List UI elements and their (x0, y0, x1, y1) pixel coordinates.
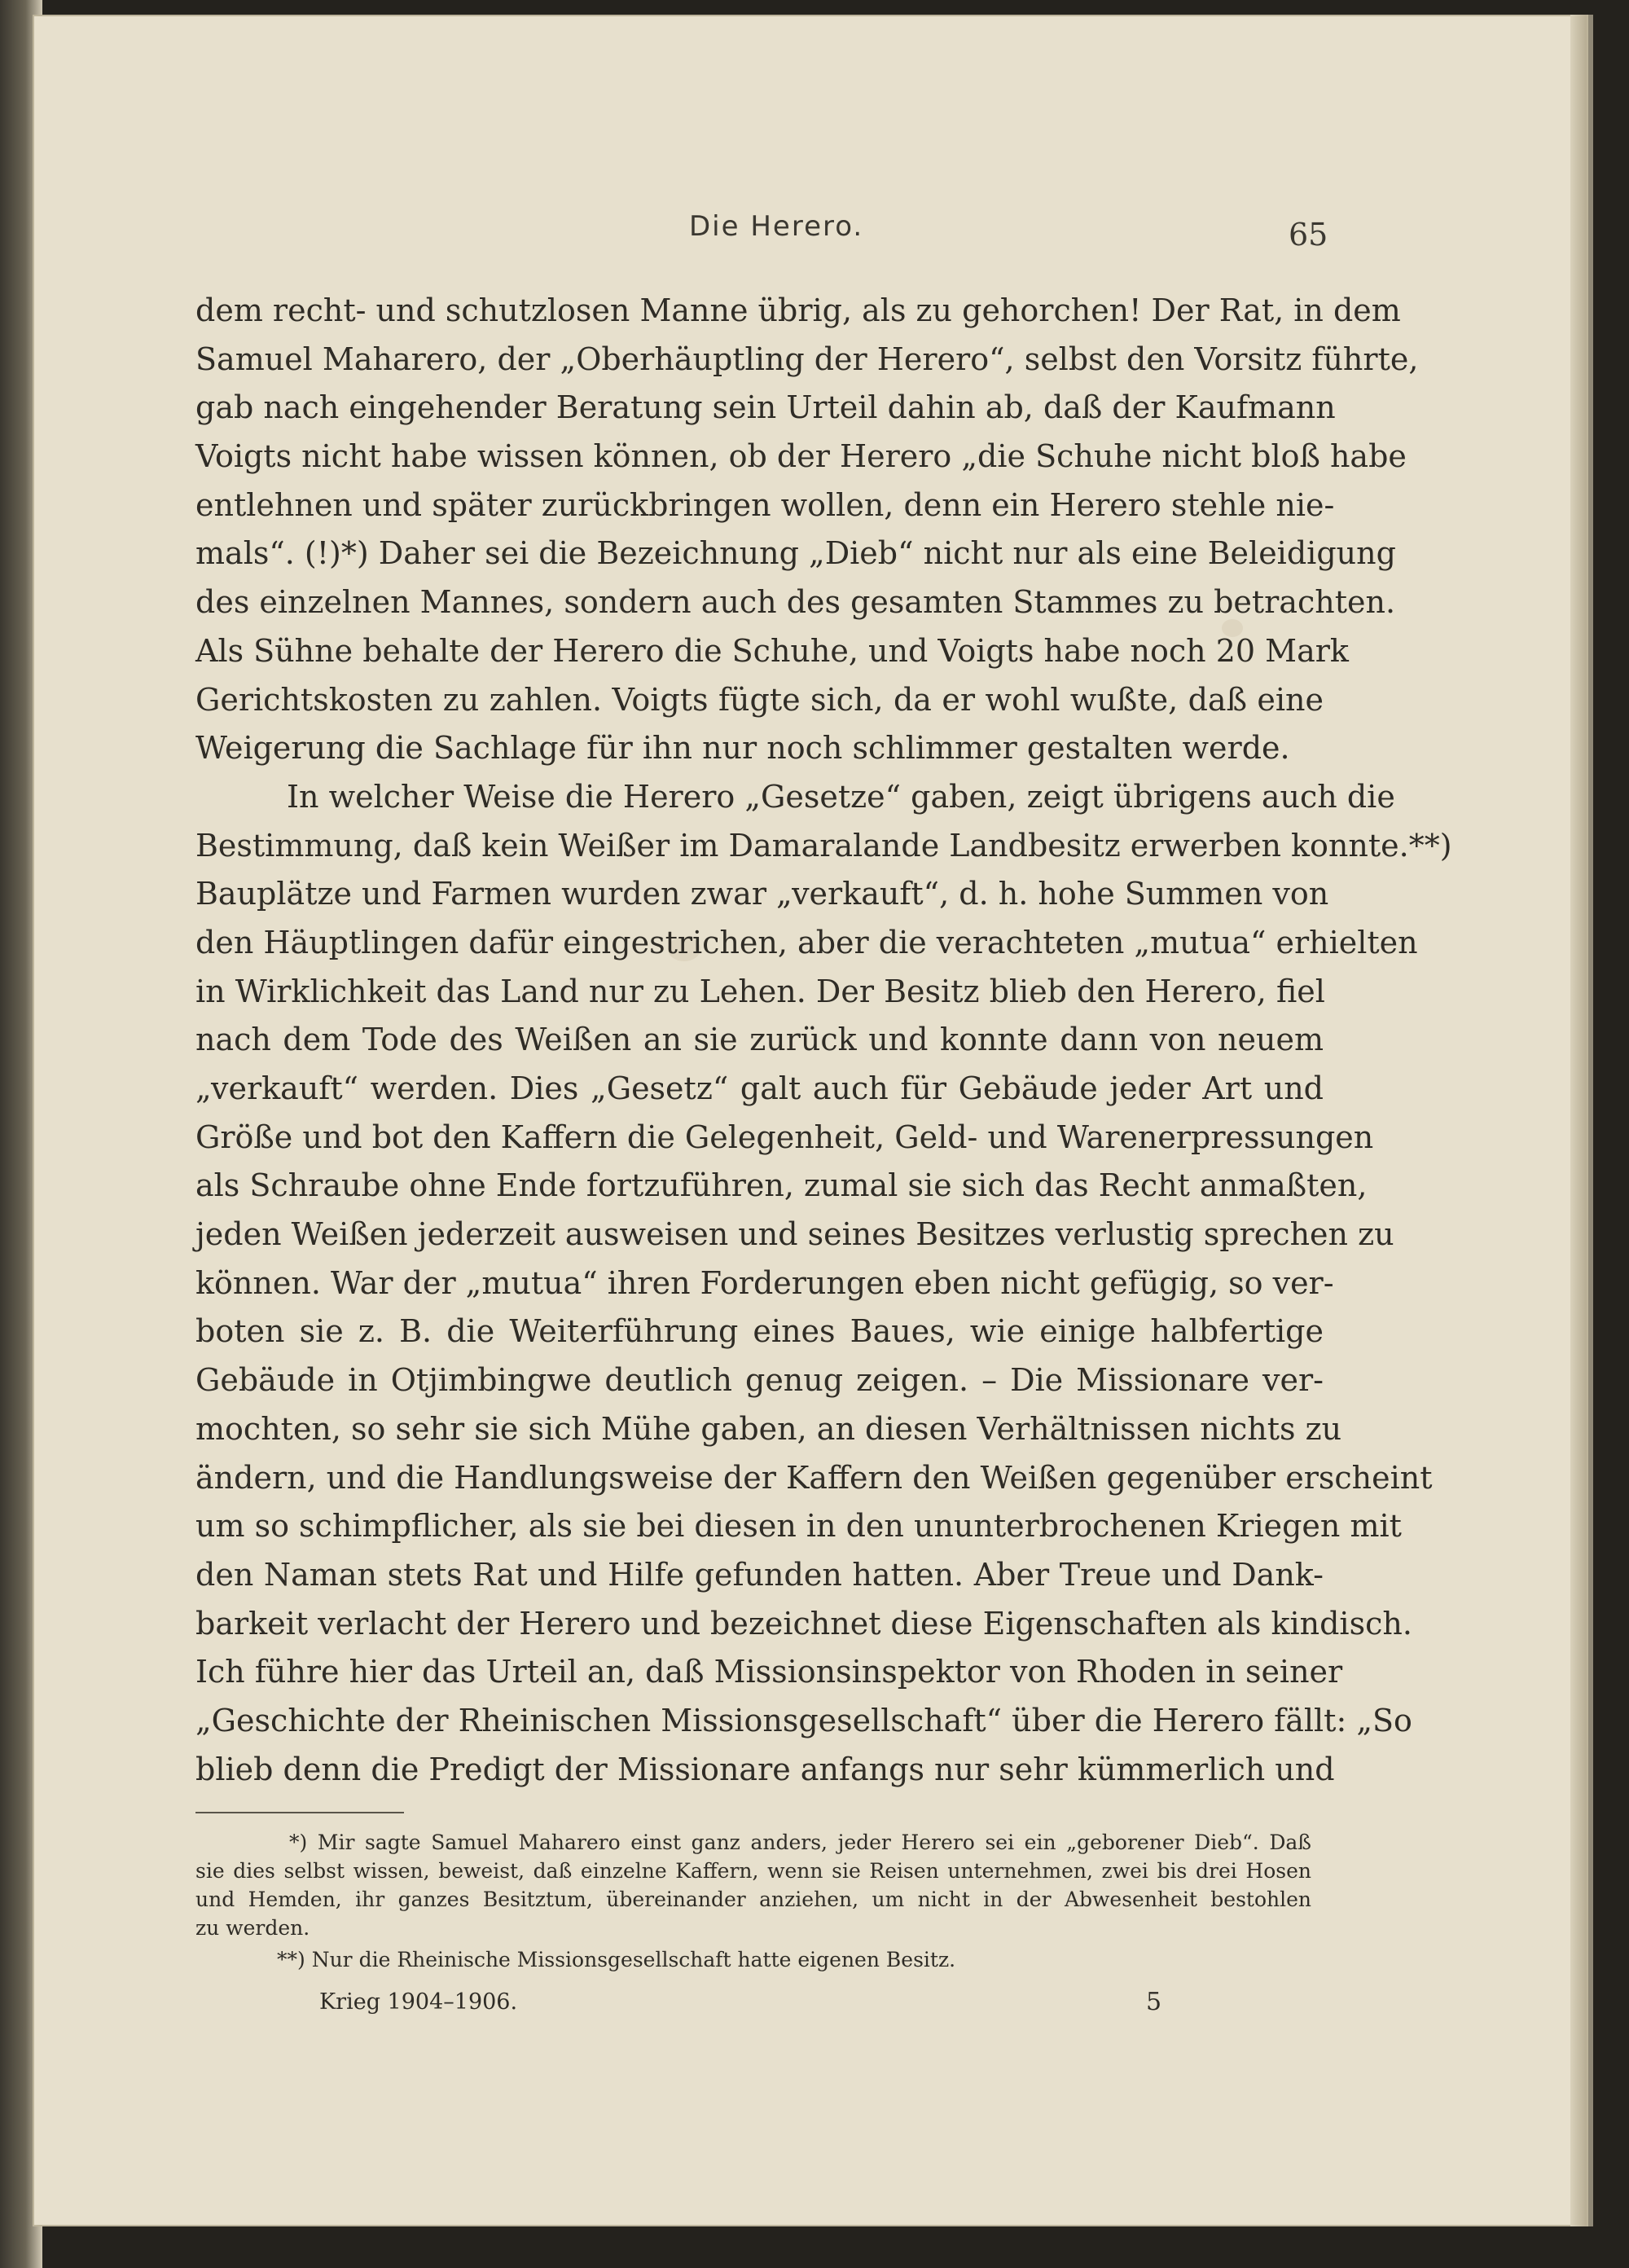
text-line: barkeit verlacht der Herero und bezeichnet diese Eigenschaften als kindisch. (195, 1605, 1412, 1642)
text-line: Ich führe hier das Urteil an, daß Missionsinspektor von Rhoden in seiner (195, 1654, 1343, 1690)
footnotes (195, 1828, 1311, 1974)
text-line: mochten, so sehr sie sich Mühe gaben, an diesen Verhältnissen nichts zu (195, 1410, 1342, 1447)
text-line: Größe und bot den Kaffern die Gelegenheit, Geld- und Warenerpressungen (195, 1119, 1374, 1155)
text-line: jeden Weißen jederzeit ausweisen und seines Besitzes verlustig sprechen zu (195, 1216, 1394, 1253)
page-number: 65 (1289, 217, 1328, 253)
running-title: Die Herero. (689, 210, 864, 243)
text-line: Bestimmung, daß kein Weißer im Damaralande Landbesitz erwerben konnte.**) (195, 827, 1452, 864)
text-line: „Geschichte der Rheinischen Missionsgesellschaft“ über die Herero fällt: „So (195, 1702, 1412, 1738)
footnote-line: *) Mir sagte Samuel Maharero einst ganz anders, jeder Herero sei ein „geborener Dieb“. Daß (289, 1831, 1311, 1854)
text-line: den Naman stets Rat und Hilfe gefunden hatten. Aber Treue und Dank- (195, 1556, 1324, 1593)
printer-signature: Krieg 1904–1906. (319, 1989, 518, 2015)
text-line: blieb denn die Predigt der Missionare anfangs nur sehr kümmerlich und (195, 1751, 1335, 1787)
text-line: Weigerung die Sachlage für ihn nur noch schlimmer gestalten werde. (195, 730, 1290, 767)
text-line: um so schimpflicher, als sie bei diesen in den ununterbrochenen Kriegen mit (195, 1508, 1402, 1545)
text-line: Samuel Maharero, der „Oberhäuptling der Herero“, selbst den Vorsitz führte, (195, 341, 1419, 377)
page-right-edge (1570, 15, 1587, 2226)
text-line: Bauplätze und Farmen wurden zwar „verkauft“, d. h. hohe Summen von (195, 876, 1329, 912)
text-line: Voigts nicht habe wissen können, ob der Herero „die Schuhe nicht bloß habe (195, 438, 1407, 475)
text-line: nach dem Tode des Weißen an sie zurück und konnte dann von neuem (195, 1022, 1324, 1058)
text-line: Als Sühne behalte der Herero die Schuhe, und Voigts habe noch 20 Mark (195, 632, 1349, 669)
footnote-line: sie dies selbst wissen, beweist, daß einzelne Kaffern, wenn sie Reisen unternehmen, zwei bis drei Hosen (195, 1859, 1311, 1883)
footnote-line: und Hemden, ihr ganzes Besitztum, übereinander anziehen, um nicht in der Abwesenheit bestohlen (195, 1888, 1311, 1911)
text-line: ändern, und die Handlungsweise der Kaffern den Weißen gegenüber erscheint (195, 1459, 1433, 1496)
text-line: dem recht- und schutzlosen Manne übrig, als zu gehorchen! Der Rat, in dem (195, 292, 1401, 328)
text-line: Gerichtskosten zu zahlen. Voigts fügte sich, da er wohl wußte, daß eine (195, 681, 1324, 718)
footnote-divider (195, 1812, 404, 1813)
footnote-line: zu werden. (195, 1916, 310, 1940)
text-line: boten sie z. B. die Weiterführung eines Baues, wie einige halbfertige (195, 1313, 1324, 1350)
text-line: können. War der „mutua“ ihren Forderungen eben nicht gefügig, so ver- (195, 1264, 1334, 1301)
text-line: in Wirklichkeit das Land nur zu Lehen. Der Besitz blieb den Herero, fiel (195, 973, 1325, 1009)
text-line: des einzelnen Mannes, sondern auch des gesamten Stammes zu betrachten. (195, 584, 1396, 621)
body-text (195, 287, 1452, 1794)
text-line: „verkauft“ werden. Dies „Gesetz“ galt auch für Gebäude jeder Art und (195, 1070, 1324, 1106)
text-line: als Schraube ohne Ende fortzuführen, zumal sie sich das Recht anmaßten, (195, 1167, 1368, 1204)
text-line: mals“. (!)*) Daher sei die Bezeichnung „Dieb“ nicht nur als eine Beleidigung (195, 535, 1396, 572)
text-line: Gebäude in Otjimbingwe deutlich genug zeigen. – Die Missionare ver- (195, 1362, 1324, 1399)
text-line: gab nach eingehender Beratung sein Urteil dahin ab, daß der Kaufmann (195, 389, 1336, 426)
footnote-line: **) Nur die Rheinische Missionsgesellschaft hatte eigenen Besitz. (277, 1948, 956, 1971)
text-line: entlehnen und später zurückbringen wollen, denn ein Herero stehle nie- (195, 486, 1335, 523)
signature-number: 5 (1146, 1988, 1162, 2016)
text-line: In welcher Weise die Herero „Gesetze“ gaben, zeigt übrigens auch die (287, 778, 1395, 815)
text-line: den Häuptlingen dafür eingestrichen, aber die verachteten „mutua“ erhielten (195, 924, 1418, 960)
